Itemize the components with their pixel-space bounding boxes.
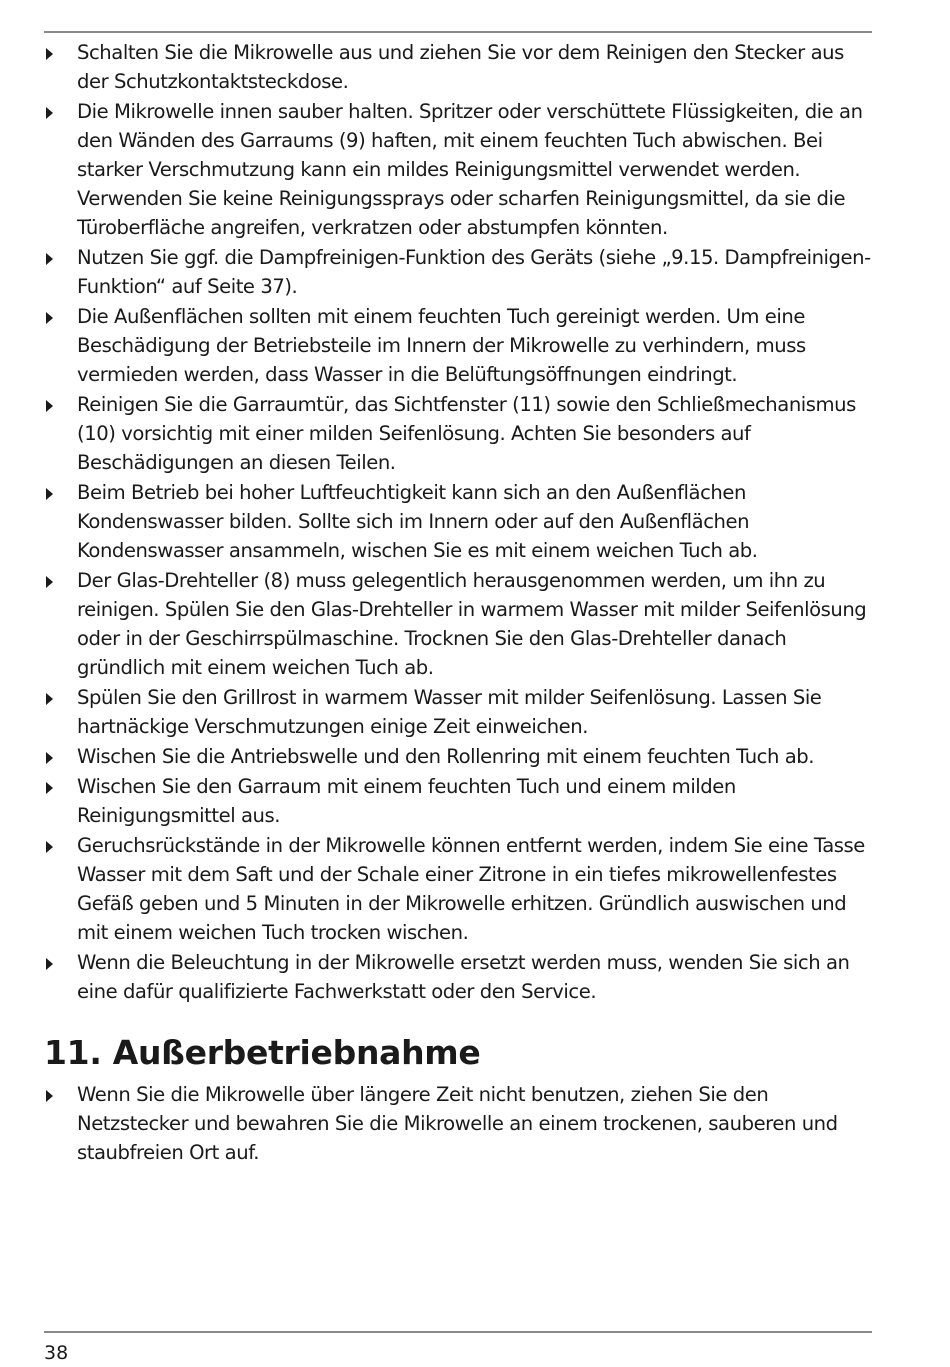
list-item (0, 390, 872, 477)
bullet-arrow-icon (46, 958, 53, 970)
page-number: 38 (44, 1342, 69, 1364)
bullet-arrow-icon (46, 488, 53, 500)
list-item-text: Wischen Sie den Garraum mit einem feuchten Tuch und einem milden Reinigungsmittel aus. (77, 775, 736, 827)
bottom-divider (44, 1331, 872, 1333)
list-item (0, 683, 872, 741)
decommissioning-list (0, 1080, 950, 1168)
list-item-text: Wischen Sie die Antriebswelle und den Rollenring mit einem feuchten Tuch ab. (77, 745, 815, 768)
bullet-arrow-icon (46, 312, 53, 324)
list-item (0, 478, 872, 565)
list-item (0, 97, 872, 242)
bullet-arrow-icon (46, 752, 53, 764)
list-item (0, 742, 872, 771)
list-item-text: Wenn die Beleuchtung in der Mikrowelle ersetzt werden muss, wenden Sie sich an eine dafür qualifizierte Fachwerkstatt oder den Service. (77, 951, 850, 1003)
bullet-arrow-icon (46, 693, 53, 705)
list-item-text: Schalten Sie die Mikrowelle aus und ziehen Sie vor dem Reinigen den Stecker aus der Schutzkontaktsteckdose. (77, 41, 844, 93)
bullet-arrow-icon (46, 782, 53, 794)
top-divider (44, 31, 872, 33)
list-item (0, 243, 872, 301)
list-item-text: Der Glas-Drehteller (8) muss gelegentlich herausgenommen werden, um ihn zu reinigen. Spülen Sie den Glas-Drehteller in warmem Wasser mit milder Seifenlösung oder in der Geschirrspülmaschine. Trocknen Sie den Glas-Drehteller danach gründlich mit einem weichen Tuch ab. (77, 569, 867, 679)
list-item (0, 38, 872, 96)
bullet-arrow-icon (46, 253, 53, 265)
list-item-text: Reinigen Sie die Garraumtür, das Sichtfenster (11) sowie den Schließmechanismus (10) vorsichtig mit einer milden Seifenlösung. Achten Sie besonders auf Beschädigungen an diesen Teilen. (77, 393, 856, 474)
list-item-text: Spülen Sie den Grillrost in warmem Wasser mit milder Seifenlösung. Lassen Sie hartnäckige Verschmutzungen einige Zeit einweichen. (77, 686, 822, 738)
list-item-text: Geruchsrückstände in der Mikrowelle können entfernt werden, indem Sie eine Tasse Wasser mit dem Saft und der Schale einer Zitrone in ein tiefes mikrowellenfestes Gefäß geben und 5 Minuten in der Mikrowelle erhitzen. Gründlich auswischen und mit einem weichen Tuch trocken wischen. (77, 834, 865, 944)
list-item-text: Nutzen Sie ggf. die Dampfreinigen-Funktion des Geräts (siehe „9.15. Dampfreinigen-Funktion“ auf Seite 37). (77, 246, 871, 298)
list-item-text: Die Mikrowelle innen sauber halten. Spritzer oder verschüttete Flüssigkeiten, die an den Wänden des Garraums (9) haften, mit einem feuchten Tuch abwischen. Bei starker Verschmutzung kann ein mildes Reinigungsmittel verwendet werden. Verwenden Sie keine Reinigungssprays oder scharfen Reinigungsmittel, da sie die Türoberfläche angreifen, verkratzen oder abstumpfen könnten. (77, 100, 863, 239)
cleaning-instructions-list (0, 38, 950, 1007)
list-item (0, 1080, 872, 1167)
list-item-text: Wenn Sie die Mikrowelle über längere Zeit nicht benutzen, ziehen Sie den Netzstecker und bewahren Sie die Mikrowelle an einem trockenen, sauberen und staubfreien Ort auf. (77, 1083, 838, 1164)
bullet-arrow-icon (46, 1090, 53, 1102)
list-item (0, 948, 872, 1006)
list-item (0, 302, 872, 389)
bullet-arrow-icon (46, 576, 53, 588)
section-heading: 11. Außerbetriebnahme (44, 1033, 481, 1072)
bullet-arrow-icon (46, 841, 53, 853)
list-item (0, 831, 872, 947)
bullet-arrow-icon (46, 107, 53, 119)
list-item (0, 772, 872, 830)
list-item-text: Die Außenflächen sollten mit einem feuchten Tuch gereinigt werden. Um eine Beschädigung der Betriebsteile im Innern der Mikrowelle zu verhindern, muss vermieden werden, dass Wasser in die Belüftungsöffnungen eindringt. (77, 305, 806, 386)
list-item-text: Beim Betrieb bei hoher Luftfeuchtigkeit kann sich an den Außenflächen Kondenswasser bilden. Sollte sich im Innern oder auf den Außenflächen Kondenswasser ansammeln, wischen Sie es mit einem weichen Tuch ab. (77, 481, 758, 562)
list-item (0, 566, 872, 682)
bullet-arrow-icon (46, 48, 53, 60)
bullet-arrow-icon (46, 400, 53, 412)
